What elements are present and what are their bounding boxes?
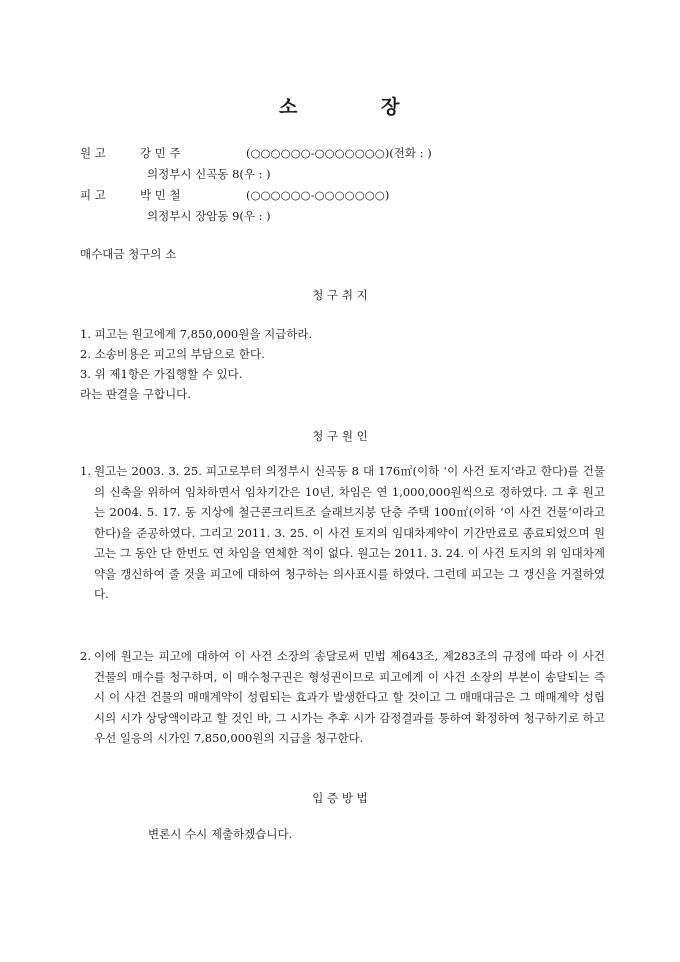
defendant-line <box>80 187 389 203</box>
cause-heading: 청 구 원 인 <box>312 429 368 443</box>
defendant-id: (○○○○○○-○○○○○○○) <box>246 188 390 202</box>
claim-item-1: 1. 피고는 원고에게 7,850,000원을 지급하라. <box>80 327 313 341</box>
cause-paragraph-1 <box>80 461 605 605</box>
title-char-1: 소 <box>279 96 298 118</box>
defendant-name: 박 민 철 <box>140 188 181 202</box>
defendant-address: 의정부시 장암동 9(우 : ) <box>147 209 271 223</box>
plaintiff-name: 강 민 주 <box>140 146 181 160</box>
claim-item-3: 3. 위 제1항은 가집행할 수 있다. <box>80 367 243 381</box>
claim-conclusion: 라는 판결을 구합니다. <box>80 387 191 401</box>
plaintiff-line <box>80 145 432 161</box>
cause-text-1: 원고는 2003. 3. 25. 피고로부터 의정부시 신곡동 8 대 176㎡(이하 ‘이 사건 토지’라고 한다)를 건물의 신축을 위하여 임차하면서 임차기간은 10년, 차임은 연 1,000,000원씩으로 정하였다. 그 후 원고는 2004. 5. 17. 동 지상에 철근콘크리트조 슬래브지붕 단층 주택 100㎡(이하 ‘이 사건 건물’이라고 한다)을 준공하였다. 그리고 2011. 3. 25. 이 사건 토지의 임대차계약이 기간만료로 종료되었으며 원고는 그 동안 단 한번도 연 차임을 연체한 적이 없다. 원고는 2011. 3. 24. 이 사건 토지의 위 임대차계약을 갱신하여 줄 것을 피고에 대하여 청구하는 의사표시를 하였다. 그런데 피고는 그 갱신을 거절하였다. <box>94 464 605 601</box>
evidence-text: 변론시 수시 제출하겠습니다. <box>148 827 293 841</box>
cause-paragraph-2 <box>80 646 605 749</box>
claim-heading: 청 구 취 지 <box>312 288 368 302</box>
defendant-role: 피 고 <box>80 188 106 202</box>
claim-item-2: 2. 소송비용은 피고의 부담으로 한다. <box>80 347 265 361</box>
cause-number-1: 1. <box>80 464 91 478</box>
case-name: 매수대금 청구의 소 <box>80 247 177 261</box>
title-char-2: 장 <box>381 96 400 118</box>
cause-number-2: 2. <box>80 649 91 663</box>
evidence-heading: 입 증 방 법 <box>312 791 368 805</box>
cause-text-2: 이에 원고는 피고에 대하여 이 사건 소장의 송달로써 민법 제643조, 제283조의 규정에 따라 이 사건 건물의 매수를 청구하며, 이 매수청구권은 형성권이므로 피고에게 이 사건 소장의 부본이 송달되는 즉시 이 사건 건물의 매매계약이 성립되는 효과가 발생한다고 할 것이고 그 매매대금은 그 매매계약 성립 시의 시가 상당액이라고 할 것인 바, 그 시가는 추후 시가 감정결과를 통하여 확정하여 청구하기로 하고 우선 일응의 시가인 7,850,000원의 지급을 청구한다. <box>94 649 605 745</box>
plaintiff-id-phone: (○○○○○○-○○○○○○○)(전화 : ) <box>246 146 432 160</box>
plaintiff-address: 의정부시 신곡동 8(우 : ) <box>147 167 271 181</box>
plaintiff-role: 원 고 <box>80 146 106 160</box>
